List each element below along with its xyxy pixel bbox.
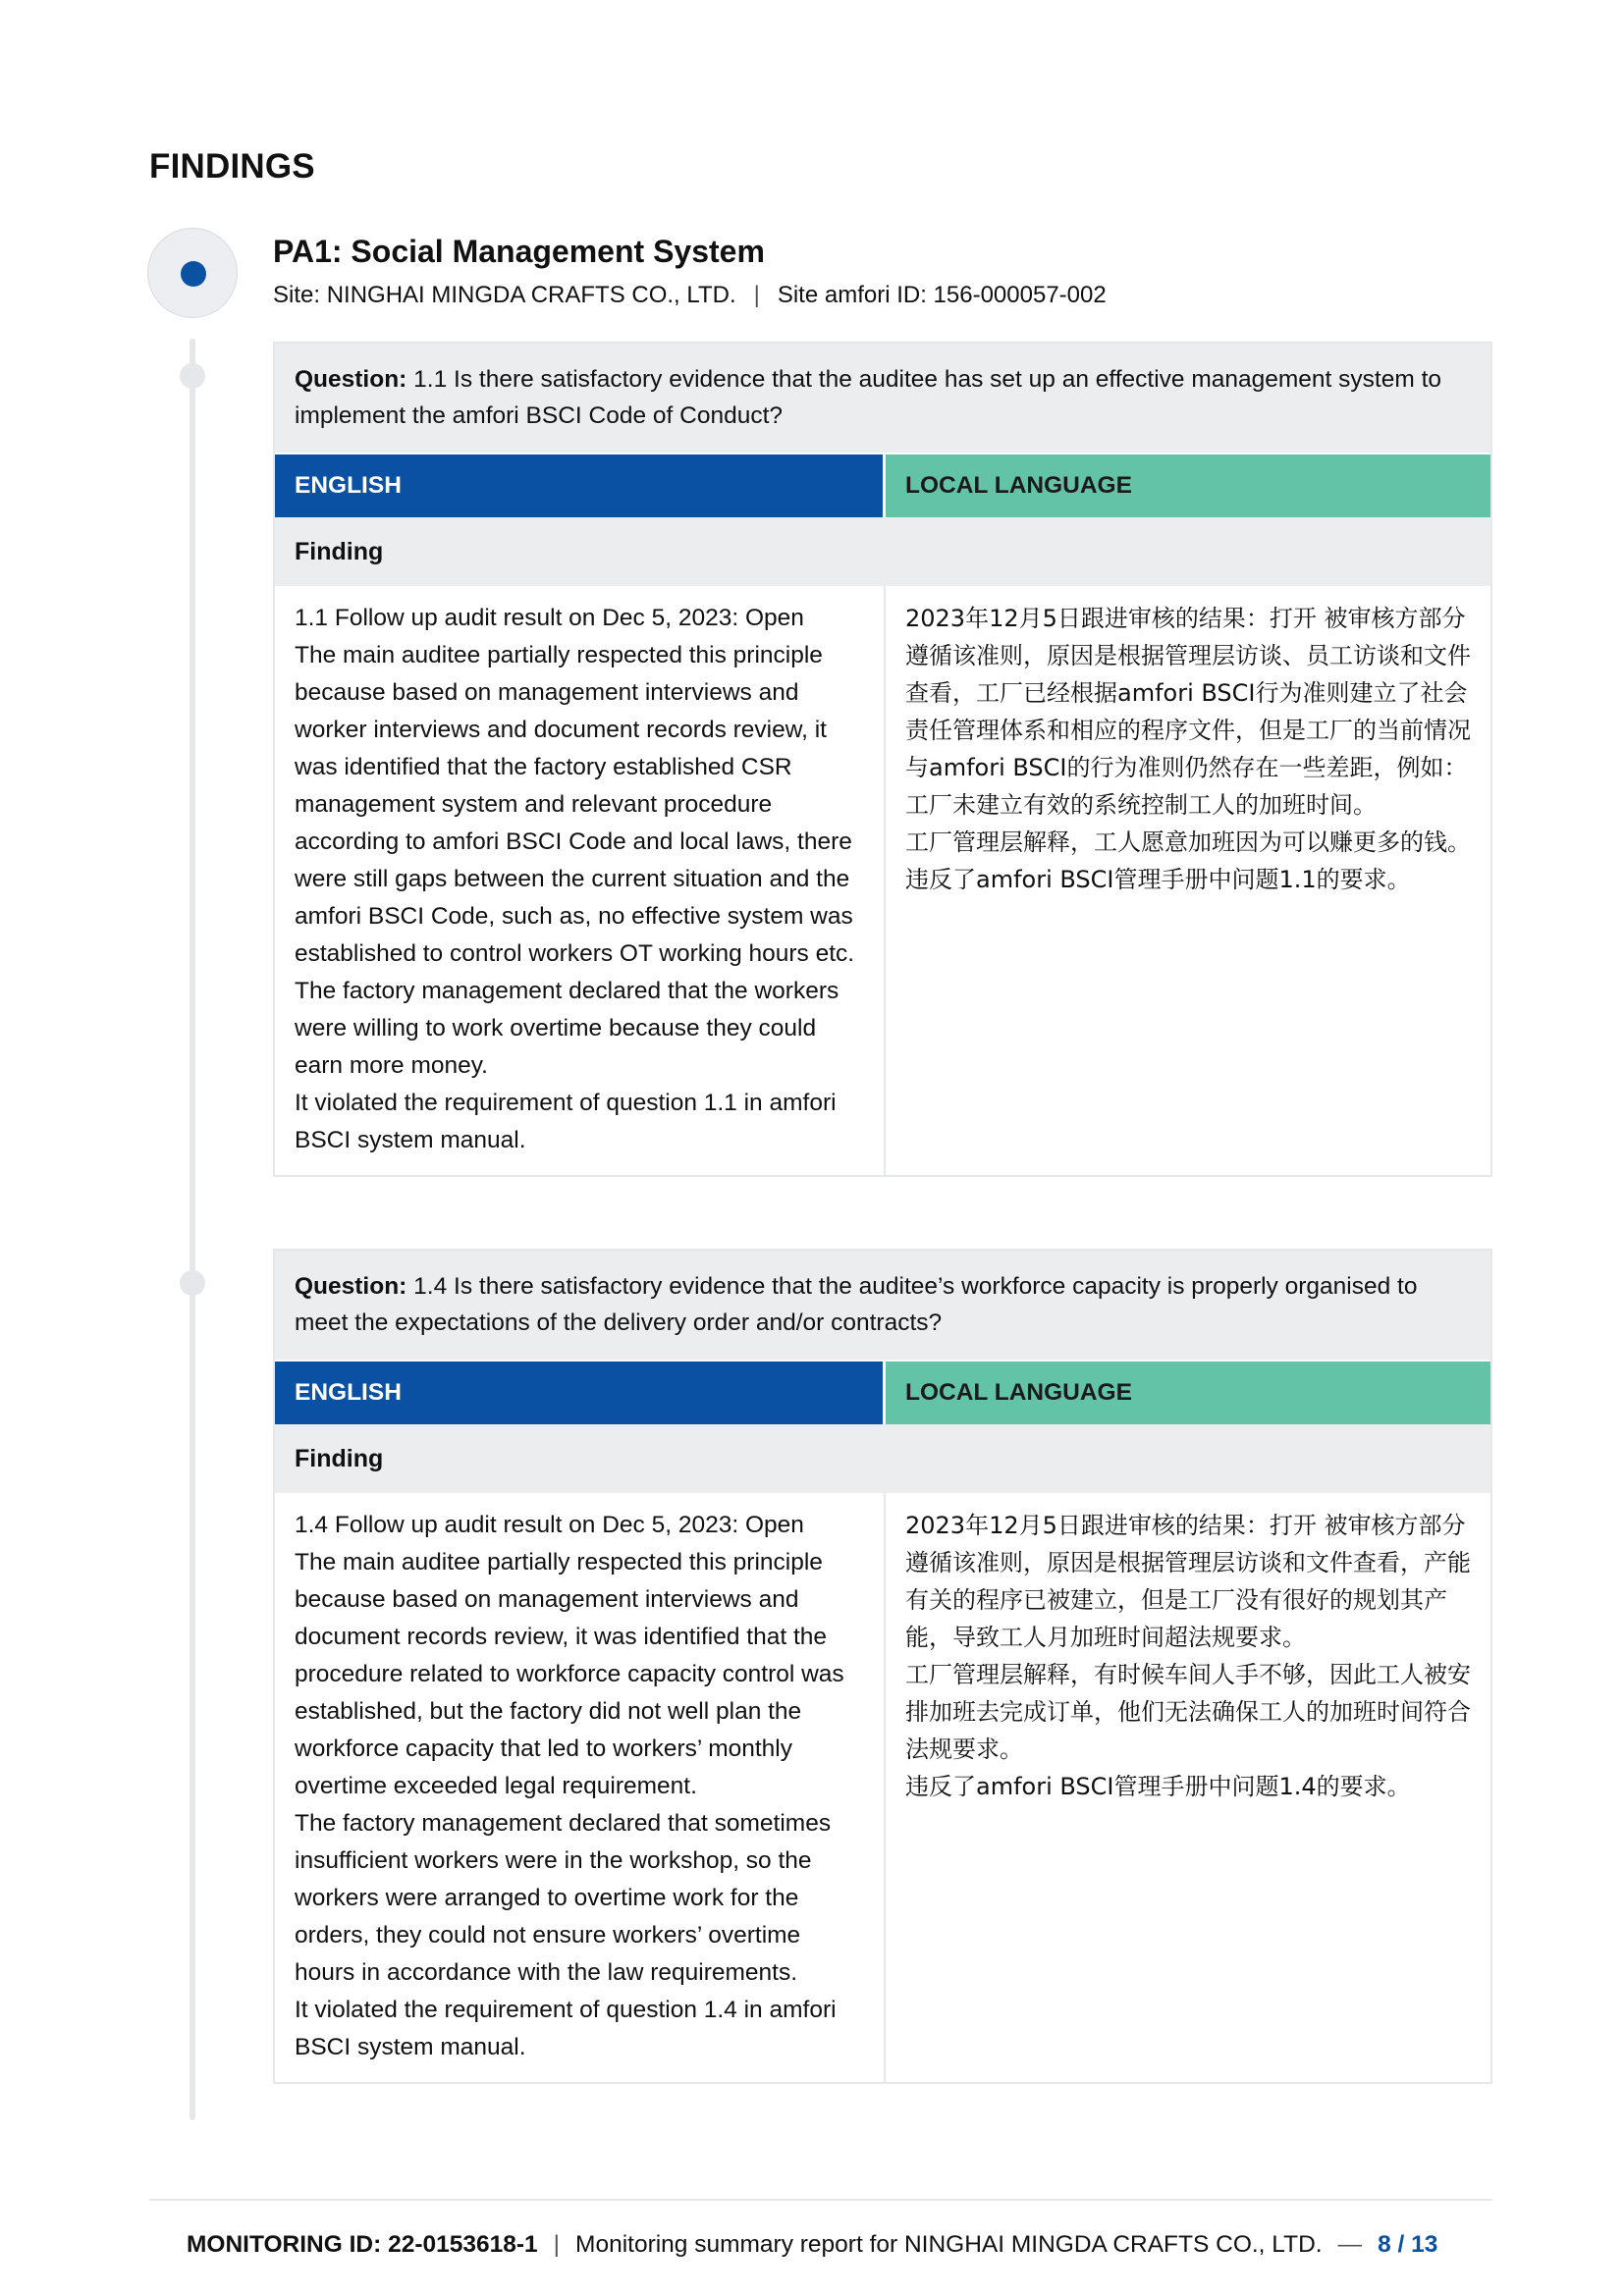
page-number: 8 / 13 bbox=[1378, 2231, 1438, 2258]
question-header bbox=[275, 1251, 1490, 1360]
findings-title: FINDINGS bbox=[149, 147, 315, 186]
question-block-1-4 bbox=[273, 1249, 1492, 2084]
finding-local-paragraph: 违反了amfori BSCI管理手册中问题1.1的要求。 bbox=[905, 866, 1411, 893]
finding-english-paragraph: It violated the requirement of question 1.1 in amfori BSCI system manual. bbox=[295, 1090, 837, 1153]
finding-english-paragraph: The factory management declared that the workers were willing to work overtime because they could earn more money. bbox=[295, 978, 839, 1079]
site-separator: | bbox=[753, 282, 760, 308]
finding-local-paragraph: 2023年12月5日跟进审核的结果：打开 被审核方部分遵循该准则，原因是根据管理层访谈和文件查看，产能有关的程序已被建立，但是工厂没有很好的规划其产能，导致工人月加班时间超法规要求。 bbox=[905, 1512, 1471, 1651]
finding-label: Finding bbox=[275, 517, 1490, 586]
timeline-line bbox=[189, 339, 195, 2120]
timeline-marker-dot bbox=[181, 261, 206, 287]
finding-local-language bbox=[886, 1493, 1490, 2082]
footer-divider bbox=[149, 2199, 1492, 2201]
local-language-column-header: LOCAL LANGUAGE bbox=[886, 1362, 1490, 1424]
finding-english-paragraph: The main auditee partially respected this principle because based on management interviews and document records review, it was identified that the procedure related to workforce capacity control was established, but the factory did not well plan the workforce capacity that led to workers’ monthly overtime exceeded legal requirement. bbox=[295, 1549, 844, 1799]
finding-english-paragraph: 1.4 Follow up audit result on Dec 5, 2023: Open bbox=[295, 1512, 804, 1538]
footer-separator: | bbox=[553, 2231, 561, 2258]
site-name: Site: NINGHAI MINGDA CRAFTS CO., LTD. bbox=[273, 282, 736, 308]
site-amfori-id: Site amfori ID: 156-000057-002 bbox=[777, 282, 1107, 308]
finding-local-paragraph: 2023年12月5日跟进审核的结果：打开 被审核方部分遵循该准则，原因是根据管理层访谈、员工访谈和文件查看，工厂已经根据amfori BSCI行为准则建立了社会责任管理体系和相应的程序文件，但是工厂的当前情况与amfori BSCI的行为准则仍然存在一些差距，例如：工厂未建立有效的系统控制工人的加班时间。 bbox=[905, 605, 1471, 819]
finding-english-paragraph: The factory management declared that sometimes insufficient workers were in the workshop, so the workers were arranged to overtime work for the orders, they could not ensure workers’ overtime hours in accordance with the law requirements. bbox=[295, 1810, 832, 1986]
finding-local-paragraph: 工厂管理层解释，有时候车间人手不够，因此工人被安排加班去完成订单，他们无法确保工人的加班时间符合法规要求。 bbox=[905, 1661, 1471, 1763]
finding-english-paragraph: 1.1 Follow up audit result on Dec 5, 2023: Open bbox=[295, 605, 804, 631]
pa-title: PA1: Social Management System bbox=[273, 234, 765, 269]
english-column-header: ENGLISH bbox=[275, 454, 883, 517]
finding-content-row bbox=[275, 1493, 1490, 2082]
finding-content-row bbox=[275, 586, 1490, 1175]
local-language-column-header: LOCAL LANGUAGE bbox=[886, 454, 1490, 517]
finding-local-paragraph: 工厂管理层解释，工人愿意加班因为可以赚更多的钱。 bbox=[905, 828, 1471, 856]
timeline-marker-icon bbox=[147, 228, 238, 318]
language-header-row bbox=[275, 1360, 1490, 1424]
question-header bbox=[275, 344, 1490, 453]
page-footer bbox=[187, 2231, 1437, 2259]
finding-english bbox=[275, 1493, 886, 2082]
question-block-1-1 bbox=[273, 342, 1492, 1177]
finding-local-paragraph: 违反了amfori BSCI管理手册中问题1.4的要求。 bbox=[905, 1773, 1411, 1800]
finding-label: Finding bbox=[275, 1424, 1490, 1493]
english-column-header: ENGLISH bbox=[275, 1362, 883, 1424]
question-2-marker bbox=[180, 1270, 205, 1296]
question-label: Question: bbox=[295, 366, 407, 393]
footer-dash: — bbox=[1337, 2231, 1363, 2258]
question-text: 1.4 Is there satisfactory evidence that the auditee’s workforce capacity is properly organised to meet the expectations of the delivery order and/or contracts? bbox=[295, 1273, 1418, 1336]
question-label: Question: bbox=[295, 1273, 407, 1300]
language-header-row bbox=[275, 453, 1490, 517]
pa-site-info bbox=[273, 282, 1107, 309]
finding-english-paragraph: It violated the requirement of question 1.4 in amfori BSCI system manual. bbox=[295, 1997, 837, 2060]
question-text: 1.1 Is there satisfactory evidence that the auditee has set up an effective management system to implement the amfori BSCI Code of Conduct? bbox=[295, 366, 1442, 429]
monitoring-id: MONITORING ID: 22-0153618-1 bbox=[187, 2231, 538, 2258]
question-1-marker bbox=[180, 363, 205, 389]
footer-summary: Monitoring summary report for NINGHAI MINGDA CRAFTS CO., LTD. bbox=[575, 2231, 1323, 2258]
finding-local-language bbox=[886, 586, 1490, 1175]
finding-english-paragraph: The main auditee partially respected this principle because based on management interviews and worker interviews and document records review, it was identified that the factory established CSR management system and relevant procedure according to amfori BSCI Code and local laws, there were still gaps between the current situation and the amfori BSCI Code, such as, no effective system was established to control workers OT working hours etc. bbox=[295, 642, 855, 967]
finding-english bbox=[275, 586, 886, 1175]
